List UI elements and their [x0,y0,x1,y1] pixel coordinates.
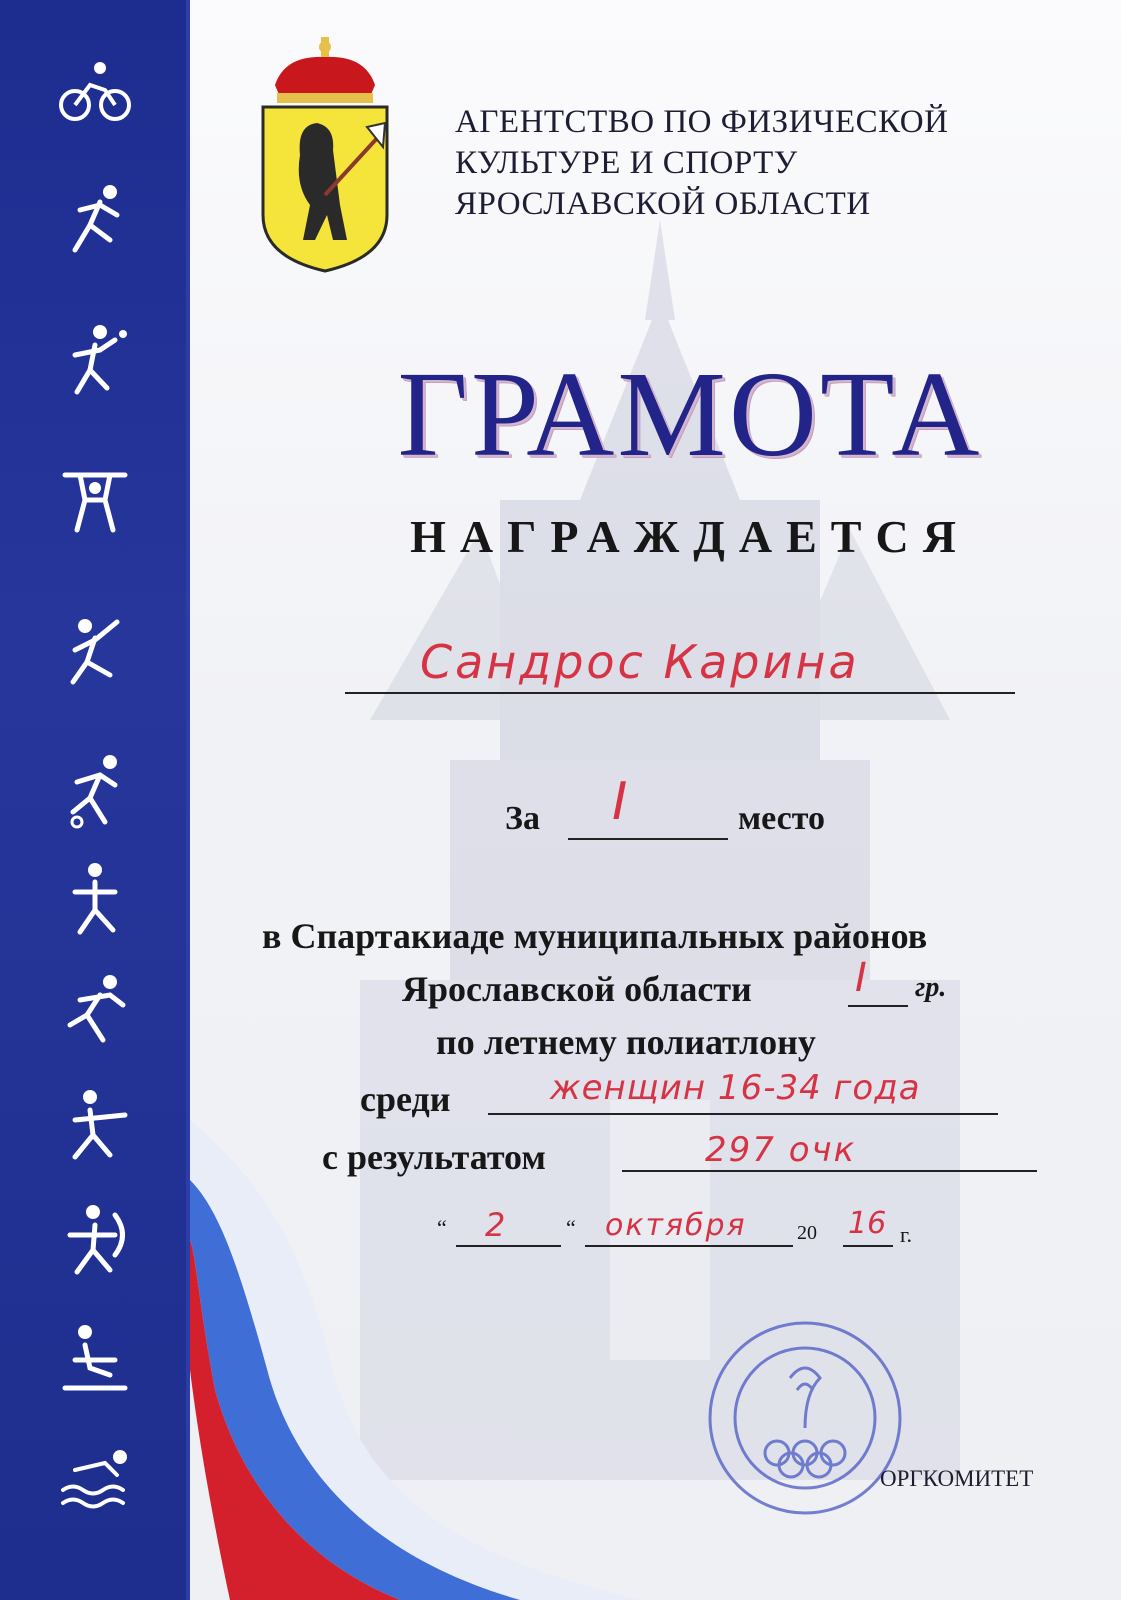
place-label: место [738,800,826,837]
group-line [848,1005,908,1007]
year-prefix: 20 [797,1222,817,1244]
weightlifting-icon [55,460,135,540]
recipient-name-line [345,692,1015,694]
swimming-icon [55,1435,135,1515]
competition-line-3: по летнему полиатлону [436,1022,816,1062]
date-day: 2 [485,1206,506,1244]
archery-icon [55,1200,135,1280]
date-open-quote: “ [437,1215,447,1240]
badminton-icon [55,610,135,690]
result-line [622,1170,1037,1172]
tennis-icon [55,320,135,400]
place-line [568,838,728,840]
fencing-icon [55,1085,135,1165]
sprint-icon [55,970,135,1050]
date-month: октября [605,1208,747,1243]
shot-put-icon [55,860,135,940]
year-suffix: г. [900,1222,913,1247]
competition-line-2: Ярославской области [402,969,752,1009]
agency-name-line-1: АГЕНТСТВО ПО ФИЗИЧЕСКОЙ [455,104,949,140]
football-icon [55,750,135,830]
among-label: среди [360,1079,451,1119]
certificate-title: ГРАМОТА [397,347,983,482]
agency-name-line-2: КУЛЬТУРЕ И СПОРТУ [455,145,798,181]
group-value: I [855,955,867,1001]
cycling-icon [55,50,135,130]
result-value: 297 очк [705,1130,857,1170]
yaroslavl-coat-of-arms-emblem [255,35,395,275]
year-value: 16 [848,1206,887,1241]
date-close-quote: “ [566,1215,576,1240]
date-day-line [456,1245,561,1247]
among-line [488,1113,998,1115]
result-label: с результатом [322,1137,546,1177]
year-line [843,1245,893,1247]
for-label: За [505,800,540,837]
organizing-committee-label: ОРГКОМИТЕТ [880,1466,1034,1491]
place-value: I [612,772,628,832]
recipient-name: Сандрос Карина [420,635,860,689]
olympic-stamp-seal [705,1318,905,1518]
group-label: гр. [915,972,947,1003]
rowing-icon [55,1320,135,1400]
sport-pictogram-band [0,0,190,1600]
competition-line-1: в Спартакиаде муниципальных районов [262,916,928,956]
date-month-line [585,1245,793,1247]
awarded-heading: НАГРАЖДАЕТСЯ [410,511,970,562]
agency-name-line-3: ЯРОСЛАВСКОЙ ОБЛАСТИ [455,186,871,222]
running-icon [55,180,135,260]
among-value: женщин 16-34 года [550,1068,921,1108]
